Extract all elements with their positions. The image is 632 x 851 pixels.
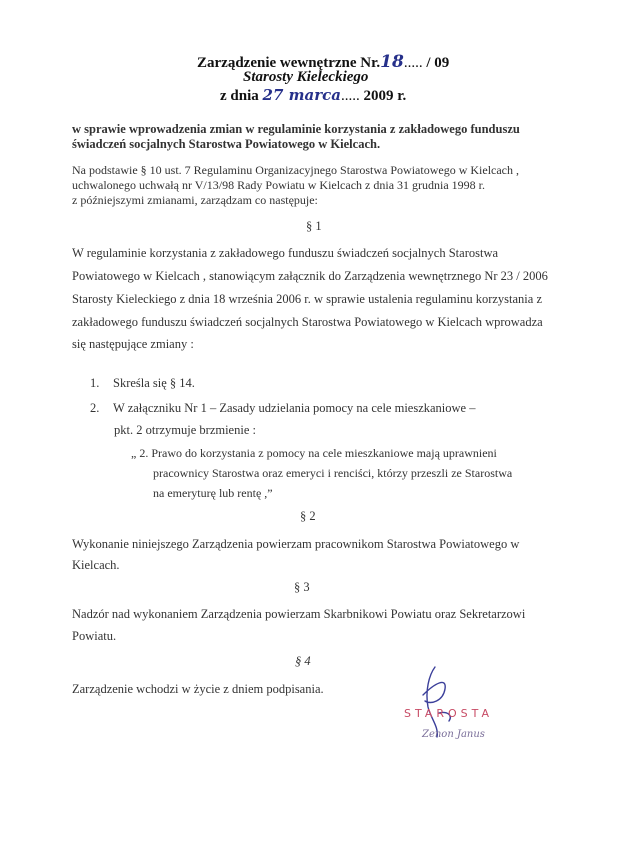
quoted-text-line: „ 2. Prawo do korzystania z pomocy na cele mieszkaniowe mają uprawnieni	[131, 446, 497, 460]
list-item-number: 2.	[90, 401, 100, 415]
preamble-line-3: z późniejszymi zmianami, zarządzam co następuje:	[72, 193, 318, 207]
preamble-line-2: uchwalonego uchwałą nr V/13/98 Rady Powiatu w Kielcach z dnia 31 grudnia 1998 r.	[72, 178, 486, 192]
date-prefix: z dnia	[220, 88, 259, 104]
number-dots: .....	[403, 55, 423, 71]
date-dots: .....	[340, 88, 360, 104]
section-1-line: zakładowego funduszu świadczeń socjalnych Starostwa Powiatowego w Kielcach wprowadza	[72, 315, 543, 329]
section-2-line: Wykonanie niniejszego Zarządzenia powierzam pracownikom Starostwa Powiatowego w	[72, 537, 520, 551]
subject-line-2: świadczeń socjalnych Starostwa Powiatowego w Kielcach.	[72, 137, 381, 151]
document-date	[220, 86, 406, 105]
section-1-line: Starosty Kieleckiego z dnia 18 września 2006 r. w sprawie ustalenia regulaminu korzystania z	[72, 292, 542, 306]
handwritten-number: 18	[380, 52, 404, 72]
sub-point-intro: pkt. 2 otrzymuje brzmienie :	[114, 423, 256, 437]
handwritten-date: 27 marca	[262, 86, 341, 104]
list-item-text: W załączniku Nr 1 – Zasady udzielania pomocy na cele mieszkaniowe –	[113, 401, 476, 415]
issuer: Starosty Kieleckiego	[243, 69, 369, 85]
section-1-line: się następujące zmiany :	[72, 337, 194, 351]
section-1-heading: § 1	[306, 219, 322, 233]
quoted-text-line: pracownicy Starostwa oraz emeryci i renciści, którzy przeszli ze Starostwa	[153, 466, 513, 480]
section-3-line: Powiatu.	[72, 629, 117, 643]
section-4-line: Zarządzenie wchodzi w życie z dniem podpisania.	[72, 682, 324, 696]
title-suffix: / 09	[426, 55, 450, 71]
starosta-stamp: STAROSTA	[404, 707, 494, 720]
quoted-text-line: na emeryturę lub rentę ,”	[153, 486, 273, 500]
section-4-heading: § 4	[295, 654, 311, 668]
stamp-name: Zenon Janus	[422, 729, 485, 740]
section-2-line: Kielcach.	[72, 558, 120, 572]
title-prefix: Zarządzenie wewnętrzne Nr.	[197, 55, 381, 71]
subject-line-1: w sprawie wprowadzenia zmian w regulaminie korzystania z zakładowego funduszu	[72, 122, 520, 136]
list-item-number: 1.	[90, 376, 100, 390]
section-3-heading: § 3	[294, 580, 310, 594]
section-1-line: W regulaminie korzystania z zakładowego funduszu świadczeń socjalnych Starostwa	[72, 246, 499, 260]
list-item-text: Skreśla się § 14.	[113, 376, 195, 390]
section-2-heading: § 2	[300, 509, 316, 523]
section-1-line: Powiatowego w Kielcach , stanowiącym załącznik do Zarządzenia wewnętrznego Nr 23 / 2006	[72, 269, 548, 283]
section-3-line: Nadzór nad wykonaniem Zarządzenia powierzam Skarbnikowi Powiatu oraz Sekretarzowi	[72, 607, 526, 621]
date-suffix: 2009 r.	[363, 88, 407, 104]
preamble-line-1: Na podstawie § 10 ust. 7 Regulaminu Organizacyjnego Starostwa Powiatowego w Kielcach ,	[72, 163, 520, 177]
